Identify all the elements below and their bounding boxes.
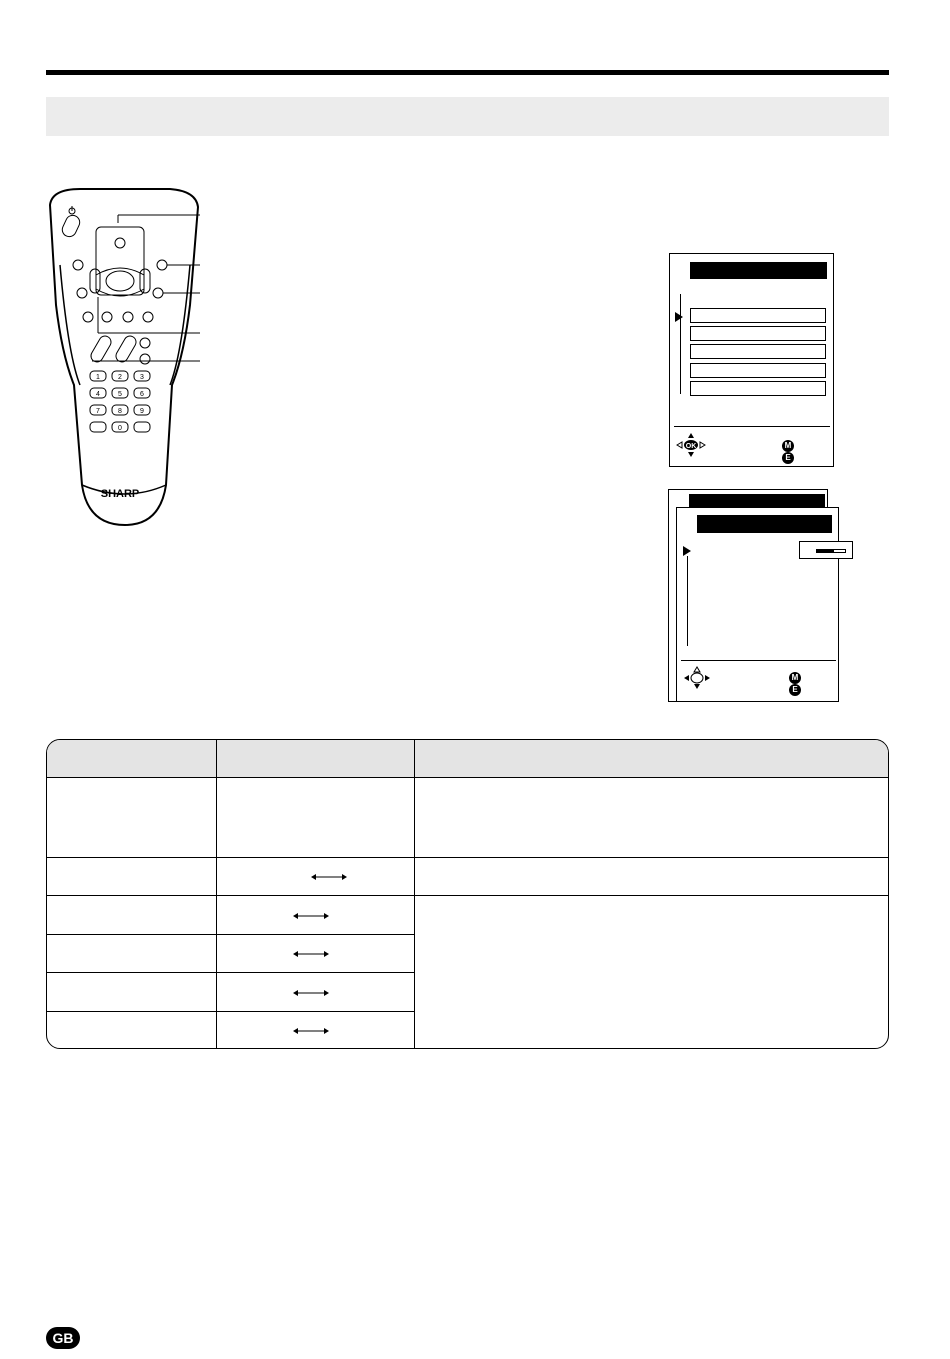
keypad-label: 0 [118, 425, 122, 432]
svg-text:OK: OK [685, 443, 697, 450]
keypad-label: 5 [118, 391, 122, 398]
level-bar-fill [817, 550, 834, 552]
osd-sub-menu [676, 507, 839, 702]
osd-title-bar [690, 262, 827, 279]
osd-row [690, 344, 826, 359]
top-rule [46, 70, 889, 75]
osd-row [690, 381, 826, 396]
keypad-label: 9 [140, 408, 144, 415]
osd-row [690, 326, 826, 341]
osd-row [690, 363, 826, 378]
keypad-label: 1 [96, 374, 100, 381]
keypad-label: 4 [96, 391, 100, 398]
osd-cursor-icon [675, 312, 683, 322]
keypad-label: 6 [140, 391, 144, 398]
left-right-arrow-icon [311, 870, 347, 884]
section-title-bar [46, 97, 889, 136]
remote-control-illustration [40, 185, 210, 530]
osd-sub-title-bar [697, 515, 832, 533]
keypad-label: 8 [118, 408, 122, 415]
left-right-arrow-icon [293, 947, 329, 961]
osd-row [690, 308, 826, 323]
settings-table [46, 739, 889, 1049]
table-header [47, 740, 888, 778]
level-bar [816, 549, 846, 553]
left-right-arrow-icon [293, 1024, 329, 1038]
brand-logo: SHARP [100, 488, 140, 500]
left-right-arrow-icon [293, 986, 329, 1000]
keypad-label: 7 [96, 408, 100, 415]
language-badge: GB [46, 1327, 80, 1349]
keypad-button [134, 422, 150, 432]
osd-cursor-icon [683, 546, 691, 556]
menu-badge-icon: M [789, 672, 801, 684]
keypad-label: 3 [140, 374, 144, 381]
osd-main-menu [669, 253, 834, 467]
exit-badge-icon: E [782, 452, 794, 464]
ok-navigation-icon [676, 432, 706, 458]
left-right-arrow-icon [293, 909, 329, 923]
exit-badge-icon: E [789, 684, 801, 696]
navigation-icon [683, 666, 711, 690]
level-box [799, 541, 853, 559]
menu-badge-icon: M [782, 440, 794, 452]
keypad-button [90, 422, 106, 432]
keypad-label: 2 [118, 374, 122, 381]
